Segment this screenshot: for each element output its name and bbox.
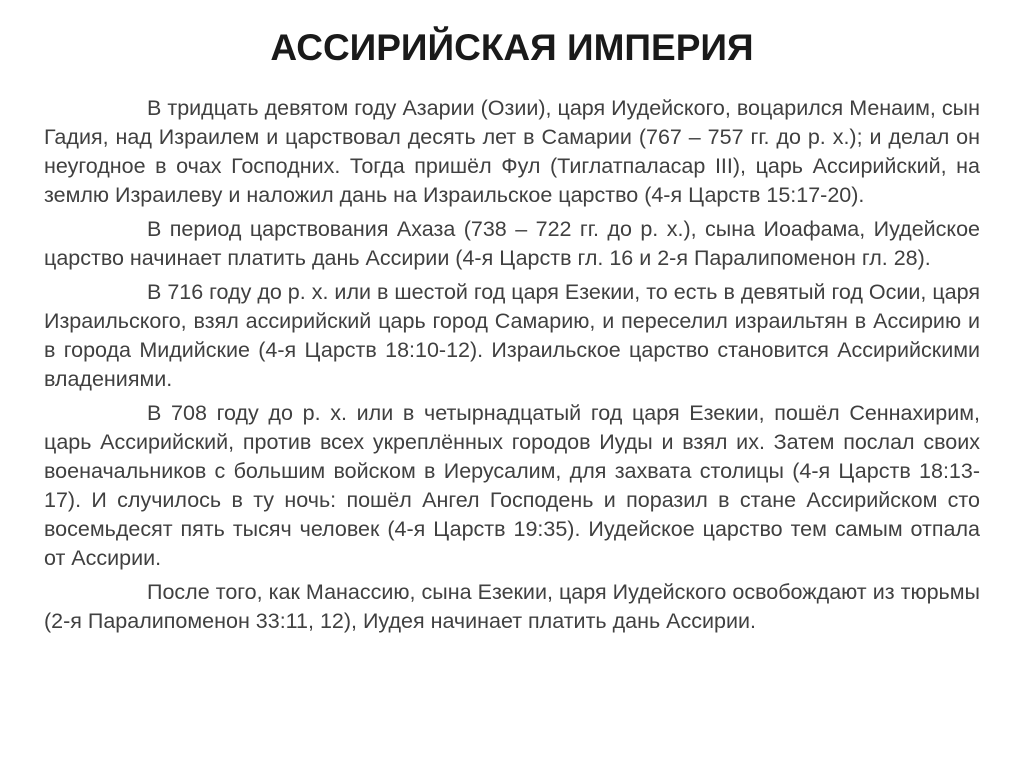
paragraph-4: В 708 году до р. х. или в четырнадцатый год царя Езекии, пошёл Сеннахирим, царь Ассирийский, против всех укреплённых городов Иуды и взял их. Затем послал своих военачальников с большим войском в Иерусалим, для захвата столицы (4-я Царств 18:13-17). И случилось в ту ночь: пошёл Ангел Господень и поразил в стане Ассирийском сто восемьдесят пять тысяч человек (4-я Царств 19:35). Иудейское царство тем самым отпала от Ассирии. <box>44 401 980 570</box>
slide-title: АССИРИЙСКАЯ ИМПЕРИЯ <box>270 27 754 68</box>
slide-body <box>44 94 980 641</box>
paragraph-2: В период царствования Ахаза (738 – 722 гг. до р. х.), сына Иоафама, Иудейское царство начинает платить дань Ассирии (4-я Царств гл. 16 и 2-я Паралипоменон гл. 28). <box>44 217 980 270</box>
paragraph-5: После того, как Манассию, сына Езекии, царя Иудейского освобождают из тюрьмы (2-я Паралипоменон 33:11, 12), Иудея начинает платить дань Ассирии. <box>44 580 980 633</box>
paragraph-1: В тридцать девятом году Азарии (Озии), царя Иудейского, воцарился Менаим, сын Гадия, над Израилем и царствовал десять лет в Самарии (767 – 757 гг. до р. х.); и делал он неугодное в очах Господних. Тогда пришёл Фул (Тиглатпаласар III), царь Ассирийский, на землю Израилеву и наложил дань на Израильское царство (4-я Царств 15:17-20). <box>44 96 980 207</box>
paragraph-3: В 716 году до р. х. или в шестой год царя Езекии, то есть в девятый год Осии, царя Израильского, взял ассирийский царь город Самарию, и переселил израильтян в Ассирию и в города Мидийские (4-я Царств 18:10-12). Израильское царство становится Ассирийскими владениями. <box>44 280 980 391</box>
